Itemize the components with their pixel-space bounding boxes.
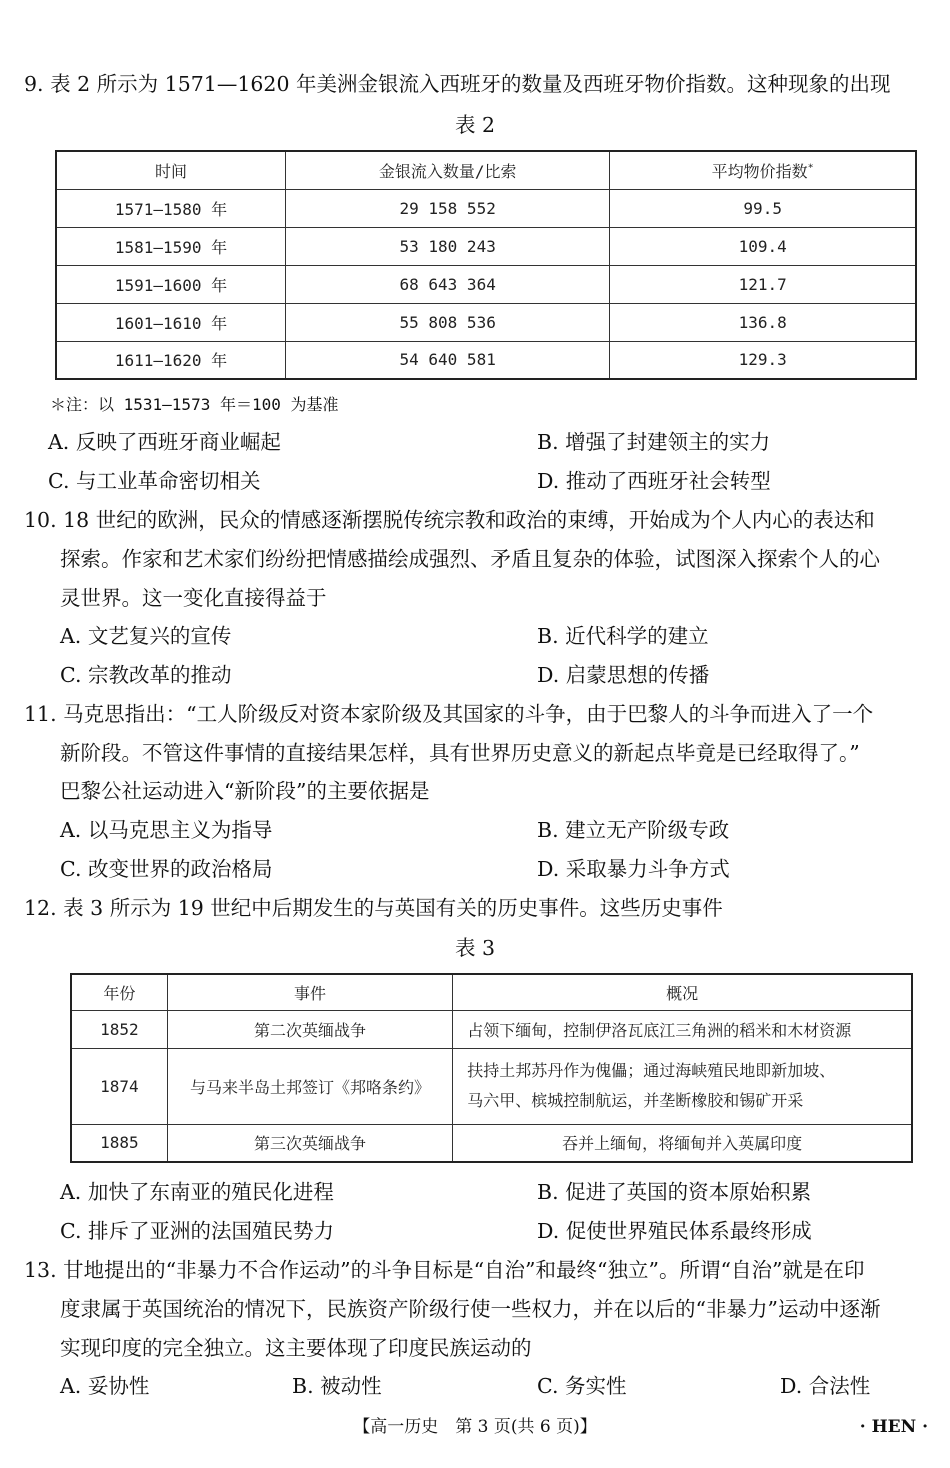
table3-cell-summary bbox=[453, 1048, 912, 1124]
table3-summary-line: 马六甲、槟城控制航运，并垄断橡胶和锡矿开采 bbox=[467, 1091, 804, 1110]
table2-cell: 1601—1610 年 bbox=[56, 303, 285, 341]
table2-cell: 1571—1580 年 bbox=[56, 189, 285, 227]
q12-option-a[interactable]: A. 加快了东南亚的殖民化进程 bbox=[60, 1180, 334, 1204]
q10-stem-line-1: 10. 18 世纪的欧洲，民众的情感逐渐摆脱传统宗教和政治的束缚，开始成为个人内心的表达和 bbox=[24, 508, 875, 532]
table2-cell: 136.8 bbox=[610, 303, 916, 341]
q11-stem-line-1: 11. 马克思指出：“工人阶级反对资本家阶级及其国家的斗争，由于巴黎人的斗争而进入了一个 bbox=[24, 702, 874, 726]
table2-cell: 1611—1620 年 bbox=[56, 341, 285, 379]
table2-header-index-label: 平均物价指数 bbox=[711, 161, 808, 181]
q13-option-d[interactable]: D. 合法性 bbox=[780, 1374, 871, 1398]
table-row bbox=[71, 1124, 912, 1162]
table2-header-amount: 金银流入数量/比索 bbox=[285, 151, 609, 189]
q9-stem: 9. 表 2 所示为 1571—1620 年美洲金银流入西班牙的数量及西班牙物价指数。这种现象的出现 bbox=[24, 72, 891, 96]
table2-header-time: 时间 bbox=[56, 151, 285, 189]
table2-note: ＊注：以 1531—1573 年＝100 为基准 bbox=[50, 395, 339, 414]
q13-option-c[interactable]: C. 务实性 bbox=[537, 1374, 627, 1398]
table-row bbox=[56, 341, 916, 379]
q11-option-a[interactable]: A. 以马克思主义为指导 bbox=[60, 818, 273, 842]
table3-cell-event: 与马来半岛土邦签订《邦咯条约》 bbox=[167, 1048, 453, 1124]
table2-cell: 54 640 581 bbox=[285, 341, 609, 379]
q11-stem-line-2: 新阶段。不管这件事情的直接结果怎样，具有世界历史意义的新起点毕竟是已经取得了。” bbox=[60, 741, 860, 765]
table2-header-mark: * bbox=[807, 162, 814, 174]
table2-cell: 1581—1590 年 bbox=[56, 227, 285, 265]
q9-option-b[interactable]: B. 增强了封建领主的实力 bbox=[537, 430, 771, 454]
table3-cell-year: 1852 bbox=[71, 1010, 167, 1048]
table3-cell-year: 1874 bbox=[71, 1048, 167, 1124]
q11-option-d[interactable]: D. 采取暴力斗争方式 bbox=[537, 857, 730, 881]
table-row bbox=[71, 1048, 912, 1124]
table3-cell-year: 1885 bbox=[71, 1124, 167, 1162]
q13-stem-line-2: 度隶属于英国统治的情况下，民族资产阶级行使一些权力，并在以后的“非暴力”运动中逐渐 bbox=[60, 1297, 881, 1321]
q11-option-b[interactable]: B. 建立无产阶级专政 bbox=[537, 818, 730, 842]
q11-stem-line-3: 巴黎公社运动进入“新阶段”的主要依据是 bbox=[60, 779, 430, 803]
table3-header-summary: 概况 bbox=[453, 974, 912, 1010]
q9-option-d[interactable]: D. 推动了西班牙社会转型 bbox=[537, 469, 771, 493]
table2-cell: 121.7 bbox=[610, 265, 916, 303]
q13-option-a[interactable]: A. 妥协性 bbox=[60, 1374, 150, 1398]
table2-cell: 99.5 bbox=[610, 189, 916, 227]
q12-stem: 12. 表 3 所示为 19 世纪中后期发生的与英国有关的历史事件。这些历史事件 bbox=[24, 896, 723, 920]
table2-cell: 1591—1600 年 bbox=[56, 265, 285, 303]
table3-summary-line: 扶持土邦苏丹作为傀儡；通过海峡殖民地即新加坡、 bbox=[467, 1061, 836, 1080]
table2-cell: 129.3 bbox=[610, 341, 916, 379]
q9-option-c[interactable]: C. 与工业革命密切相关 bbox=[48, 469, 261, 493]
table2-header-index bbox=[610, 151, 916, 189]
table2-header-row bbox=[56, 151, 916, 189]
q13-option-b[interactable]: B. 被动性 bbox=[292, 1374, 382, 1398]
table2-cell: 55 808 536 bbox=[285, 303, 609, 341]
q10-stem-line-2: 探索。作家和艺术家们纷纷把情感描绘成强烈、矛盾且复杂的体验，试图深入探索个人的心 bbox=[60, 547, 880, 571]
table2-cell: 29 158 552 bbox=[285, 189, 609, 227]
table-row bbox=[56, 227, 916, 265]
table2-title: 表 2 bbox=[454, 113, 496, 137]
table-row bbox=[56, 265, 916, 303]
table-row bbox=[56, 303, 916, 341]
table3 bbox=[70, 973, 913, 1163]
table3-cell-summary: 占领下缅甸，控制伊洛瓦底江三角洲的稻米和木材资源 bbox=[453, 1010, 912, 1048]
table3-header-year: 年份 bbox=[71, 974, 167, 1010]
q12-option-c[interactable]: C. 排斥了亚洲的法国殖民势力 bbox=[60, 1219, 334, 1243]
table2-cell: 109.4 bbox=[610, 227, 916, 265]
table3-cell-event: 第三次英缅战争 bbox=[167, 1124, 453, 1162]
q10-option-b[interactable]: B. 近代科学的建立 bbox=[537, 624, 709, 648]
table3-cell-summary: 吞并上缅甸，将缅甸并入英属印度 bbox=[453, 1124, 912, 1162]
q10-stem-line-3: 灵世界。这一变化直接得益于 bbox=[60, 586, 327, 610]
table3-header-row bbox=[71, 974, 912, 1010]
q13-stem-line-3: 实现印度的完全独立。这主要体现了印度民族运动的 bbox=[60, 1336, 532, 1360]
footer-code: · HEN · bbox=[859, 1417, 928, 1437]
page-footer: 【高一历史 第 3 页(共 6 页)】 bbox=[353, 1417, 597, 1437]
q10-option-d[interactable]: D. 启蒙思想的传播 bbox=[537, 663, 710, 687]
table3-cell-event: 第二次英缅战争 bbox=[167, 1010, 453, 1048]
table3-header-event: 事件 bbox=[167, 974, 453, 1010]
q11-option-c[interactable]: C. 改变世界的政治格局 bbox=[60, 857, 273, 881]
q12-option-d[interactable]: D. 促使世界殖民体系最终形成 bbox=[537, 1219, 812, 1243]
table2 bbox=[55, 150, 917, 380]
table2-cell: 53 180 243 bbox=[285, 227, 609, 265]
q9-option-a[interactable]: A. 反映了西班牙商业崛起 bbox=[48, 430, 281, 454]
q10-option-a[interactable]: A. 文艺复兴的宣传 bbox=[60, 624, 232, 648]
table-row bbox=[56, 189, 916, 227]
q13-stem-line-1: 13. 甘地提出的“非暴力不合作运动”的斗争目标是“自治”和最终“独立”。所谓“自治”就是在印 bbox=[24, 1258, 865, 1282]
table-row bbox=[71, 1010, 912, 1048]
q10-option-c[interactable]: C. 宗教改革的推动 bbox=[60, 663, 232, 687]
table2-cell: 68 643 364 bbox=[285, 265, 609, 303]
q12-option-b[interactable]: B. 促进了英国的资本原始积累 bbox=[537, 1180, 812, 1204]
table3-title: 表 3 bbox=[454, 936, 496, 960]
